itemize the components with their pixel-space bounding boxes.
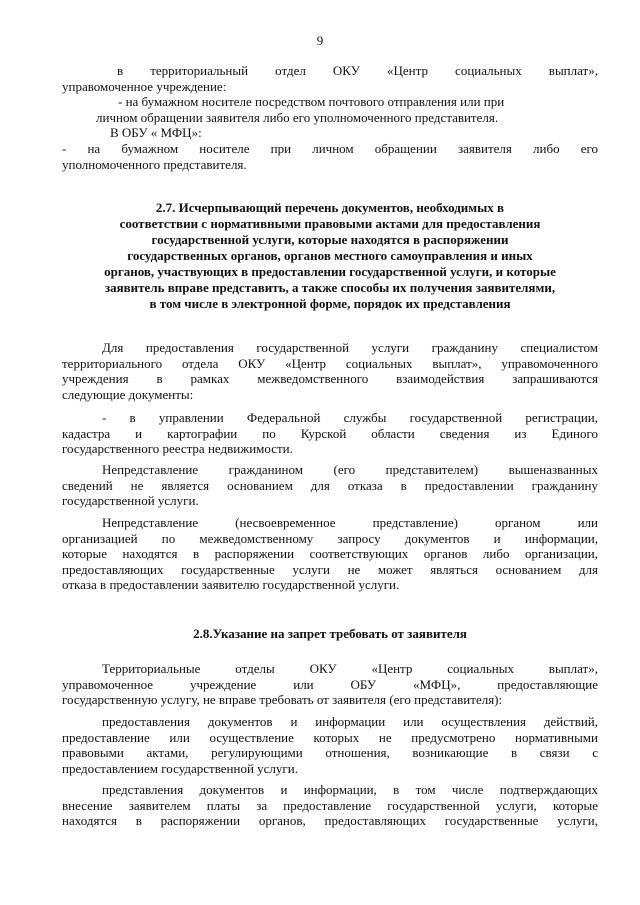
text-line: личном обращении заявителя либо его уполномоченного представителя. [96,109,499,125]
text-line: Территориальные отделы ОКУ «Центр социальных выплат», [102,661,598,676]
heading-line: государственной услуги, которые находятся в распоряжении [151,232,509,247]
section-2-7-paragraph-4 [62,515,598,593]
section-2-8-paragraph-1 [62,661,598,708]
section-2-8-heading [62,626,598,642]
heading-line: в том числе в электронной форме, порядок их представления [149,296,511,311]
section-2-7-heading [62,200,598,312]
text-line: внесение заявителем платы за предоставление государственной услуги, которые [62,797,598,813]
text-line: Непредставление (несвоевременное представление) органом или [102,515,598,530]
text-line: организацией по межведомственному запросу документов и информации, [62,530,598,546]
text-line: находятся в распоряжении органов, предоставляющих государственные услуги, [62,813,598,829]
text-line: предоставления документов и информации или осуществления действий, [102,714,598,729]
heading-line: заявитель вправе представить, а также способы их получения заявителями, [104,280,556,295]
text-line: - на бумажном носителе посредством почтового отправления или при [118,94,505,110]
section-2-7-paragraph-2 [62,410,598,457]
text-line: территориального отдела ОКУ «Центр социальных выплат», управомоченного [62,355,598,371]
text-line: управомоченное учреждение: [62,78,227,94]
text-line: государственного реестра недвижимости. [62,441,293,457]
text-line: государственной услуги. [62,493,199,509]
text-line: предоставление или осуществление которых не предусмотрено нормативными [62,729,598,745]
text-line: предоставляющих государственные услуги не может являться основанием для [62,561,598,577]
text-line: - на бумажном носителе при личном обращении заявителя либо его [62,140,598,156]
text-line: в территориальный отдел ОКУ «Центр социальных выплат», [117,63,598,78]
text-line: отказа в предоставлении заявителю государственной услуги. [62,577,400,593]
text-line: правовыми актами, регулирующими отношения, возникающие в связи с [62,745,598,761]
heading-line: органов, участвующих в предоставлении государственной услуги, и которые [104,264,556,279]
heading-line: 2.7. Исчерпывающий перечень документов, необходимых в [155,200,505,215]
section-2-8-paragraph-2 [62,714,598,776]
text-line: Непредставление гражданином (его представителем) вышеназванных [102,462,598,477]
heading-line: соответствии с нормативными правовыми актами для предоставления [119,216,541,231]
text-line: государственную услугу, не вправе требовать от заявителя (его представителя): [62,692,503,708]
text-line: - в управлении Федеральной службы государственной регистрации, [102,410,598,425]
text-line: В ОБУ « МФЦ»: [110,125,202,141]
text-line: управомоченное учреждение или ОБУ «МФЦ», предоставляющие [62,676,598,692]
text-line: Для предоставления государственной услуги гражданину специалистом [102,340,598,355]
heading-line: 2.8.Указание на запрет требовать от заявителя [193,626,467,641]
text-line: которые находятся в распоряжении соответствующих органов либо организации, [62,546,598,562]
text-line: следующие документы: [62,386,194,402]
text-line: представления документов и информации, в том числе подтверждающих [102,782,598,797]
section-2-7-paragraph-3 [62,462,598,509]
text-line: кадастра и картографии по Курской области сведения из Единого [62,425,598,441]
heading-line: государственных органов, органов местного самоуправления и иных [127,248,533,263]
page-number: 9 [316,33,324,48]
text-line: сведений не является основанием для отказа в предоставлении гражданину [62,477,598,493]
section-2-7-paragraph-1 [62,340,598,402]
delivery-methods-block [62,63,598,172]
text-line: предоставлением государственной услуги. [62,760,298,776]
text-line: учреждения в рамках межведомственного взаимодействия запрашиваются [62,371,598,387]
text-line: уполномоченного представителя. [62,156,247,172]
section-2-8-paragraph-3 [62,782,598,829]
